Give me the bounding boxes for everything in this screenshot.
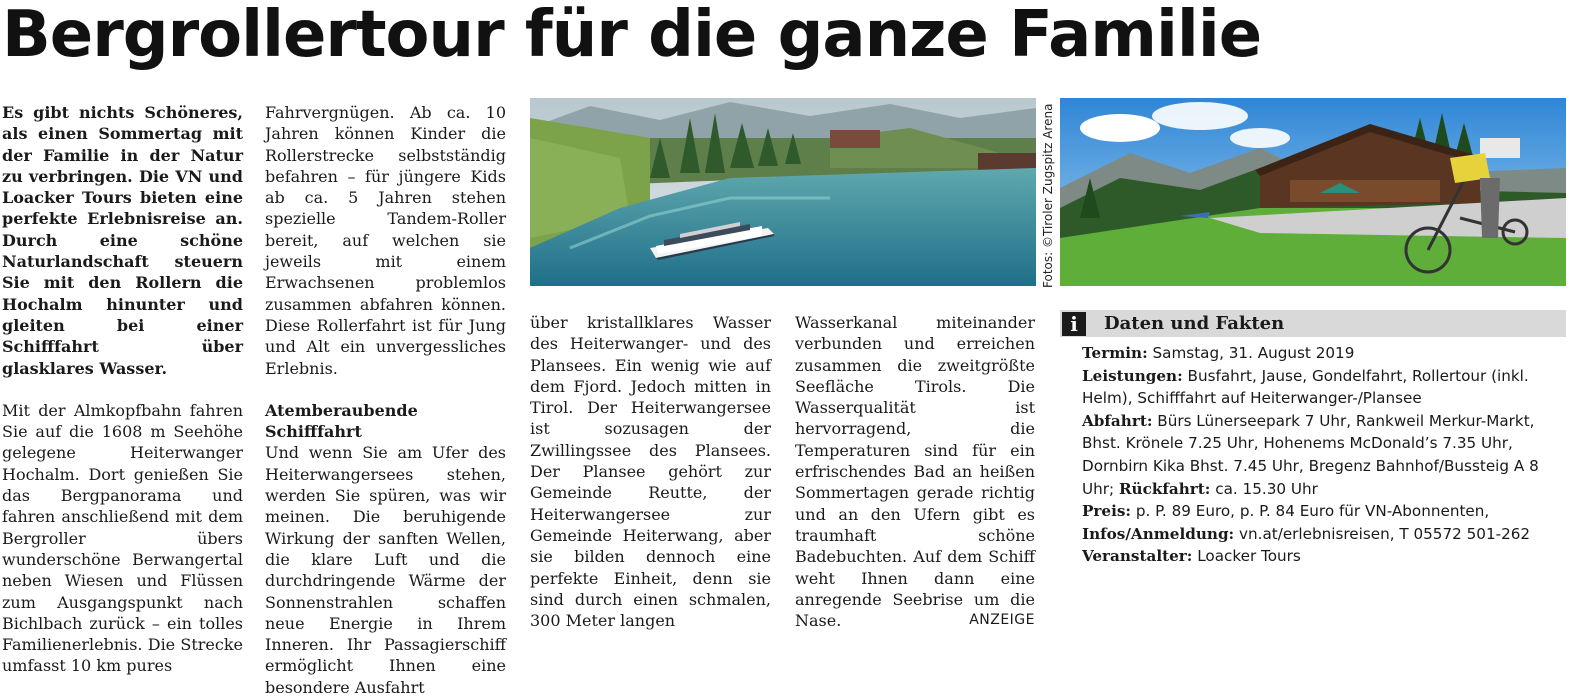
photo-credit: Fotos: ©Tiroler Zugspitz Arena — [1041, 103, 1055, 288]
alpine-hut-photo — [1060, 98, 1566, 286]
article-paragraph: Fahrvergnügen. Ab ca. 10 Jahren können Kinder die Rollerstrecke selbstständig befahren – für jüngere Kids ab ca. 5 Jahren stehen spezielle Tandem-Roller bereit, auf welchen sie jeweils mit einem Erwachsenen problemlos zusammen abfahren können. Diese Rollerfahrt ist für Jung und Alt ein unvergessliches Erlebnis. — [265, 103, 506, 378]
article-intro: Es gibt nichts Schöneres, als einen Sommertag mit der Familie in der Natur zu verbringen. Die VN und Loacker Tours bieten eine perfekte Erlebnisreise an. Durch eine schöne Naturlandschaft steuern Sie mit den Rollern die Hochalm hinunter und gleiten bei einer Schifffahrt über glasklares Wasser. — [2, 103, 243, 378]
fact-value: p. P. 89 Euro, p. P. 84 Euro für VN-Abonnenten, — [1131, 502, 1490, 521]
article-column-3 — [530, 312, 771, 631]
fact-value: vn.at/erlebnisreisen, T 05572 501-262 — [1234, 524, 1531, 543]
fact-value: Loacker Tours — [1192, 547, 1301, 566]
fact-item-leistungen — [1082, 365, 1566, 410]
advertisement-label: ANZEIGE — [969, 612, 1035, 629]
facts-header — [1060, 310, 1566, 337]
fact-label: Leistungen: — [1082, 366, 1183, 385]
fact-value: Busfahrt, Jause, Gondelfahrt, Rollertour (inkl. Helm), Schifffahrt auf Heiterwanger-/Plansee — [1082, 366, 1529, 408]
article-headline: Bergrollertour für die ganze Familie — [2, 0, 1262, 72]
article-subheading: Atemberaubende Schifffahrt — [265, 400, 418, 442]
fact-value: Bürs Lünerseepark 7 Uhr, Rankweil Merkur-Markt, Bhst. Krönele 7.25 Uhr, Hohenems McDonald’s 7.35 Uhr, Dornbirn Kika Bhst. 7.45 Uhr, Bregenz Bahnhof/Bussteig A 8 Uhr; — [1082, 411, 1539, 498]
fact-label: Veranstalter: — [1082, 547, 1193, 566]
lake-ship-photo — [530, 98, 1036, 286]
article-paragraph: über kristallklares Wasser des Heiterwanger- und des Plansees. Ein wenig wie auf dem Fjord. Jedoch mitten in Tirol. Der Heiterwangersee ist sozusagen der Zwillingssee des Plansees. Der Plansee gehört zur Gemeinde Reutte, der Heiterwangersee zur Gemeinde Heiterwang, aber sie bilden dennoch eine perfekte Einheit, denn sie sind durch einen schmalen, 300 Meter langen — [530, 313, 771, 631]
fact-value: ca. 15.30 Uhr — [1210, 479, 1318, 498]
fact-item-veranstalter — [1082, 545, 1566, 568]
article-paragraph — [795, 312, 1035, 631]
article-paragraph: Und wenn Sie am Ufer des Heiterwangersees stehen, werden Sie spüren, was wir meinen. Die beruhigende Wirkung der sanften Wellen, die klare Luft und die durchdringende Wärme der Sonnenstrahlen schaffen neue Energie in Ihrem Inneren. Ihr Passagierschiff ermöglicht Ihnen eine besondere Ausfahrt — [265, 443, 506, 697]
fact-item-infos — [1082, 523, 1566, 546]
fact-item-preis — [1082, 500, 1566, 523]
fact-label: Termin: — [1082, 344, 1148, 362]
fact-label: Rückfahrt: — [1118, 479, 1211, 498]
facts-list — [1060, 342, 1566, 568]
fact-label: Preis: — [1082, 502, 1132, 521]
fact-item-abfahrt — [1082, 410, 1566, 500]
facts-title: Daten und Fakten — [1104, 313, 1285, 334]
fact-value: Samstag, 31. August 2019 — [1147, 344, 1355, 362]
facts-box — [1060, 310, 1566, 568]
article-column-2 — [265, 102, 506, 698]
fact-label: Abfahrt: — [1082, 411, 1153, 430]
fact-label: Infos/Anmeldung: — [1082, 524, 1235, 543]
article-text: Wasserkanal miteinander verbunden und erreichen zusammen die zweitgrößte Seefläche Tirols. Die Wasserqualität ist hervorragend, die Temperaturen sind für ein erfrischendes Bad an heißen Sommertagen gerade richtig und an den Ufern gibt es traumhaft schöne Badebuchten. Auf dem Schiff weht Ihnen dann eine anregende Seebrise um die Nase. — [795, 313, 1035, 631]
fact-item-termin — [1082, 342, 1566, 365]
article-column-1 — [2, 102, 243, 677]
article-column-4 — [795, 312, 1035, 631]
article-paragraph: Mit der Almkopfbahn fahren Sie auf die 1608 m Seehöhe gelegene Heiterwanger Hochalm. Dort genießen Sie das Bergpanorama und fahren anschließend mit dem Bergroller übers wunderschöne Berwangertal neben Wiesen und Flüssen zum Ausgangspunkt nach Bichlbach zurück – ein tolles Familienerlebnis. Die Strecke umfasst 10 km pures — [2, 400, 243, 676]
info-icon: i — [1062, 312, 1086, 336]
